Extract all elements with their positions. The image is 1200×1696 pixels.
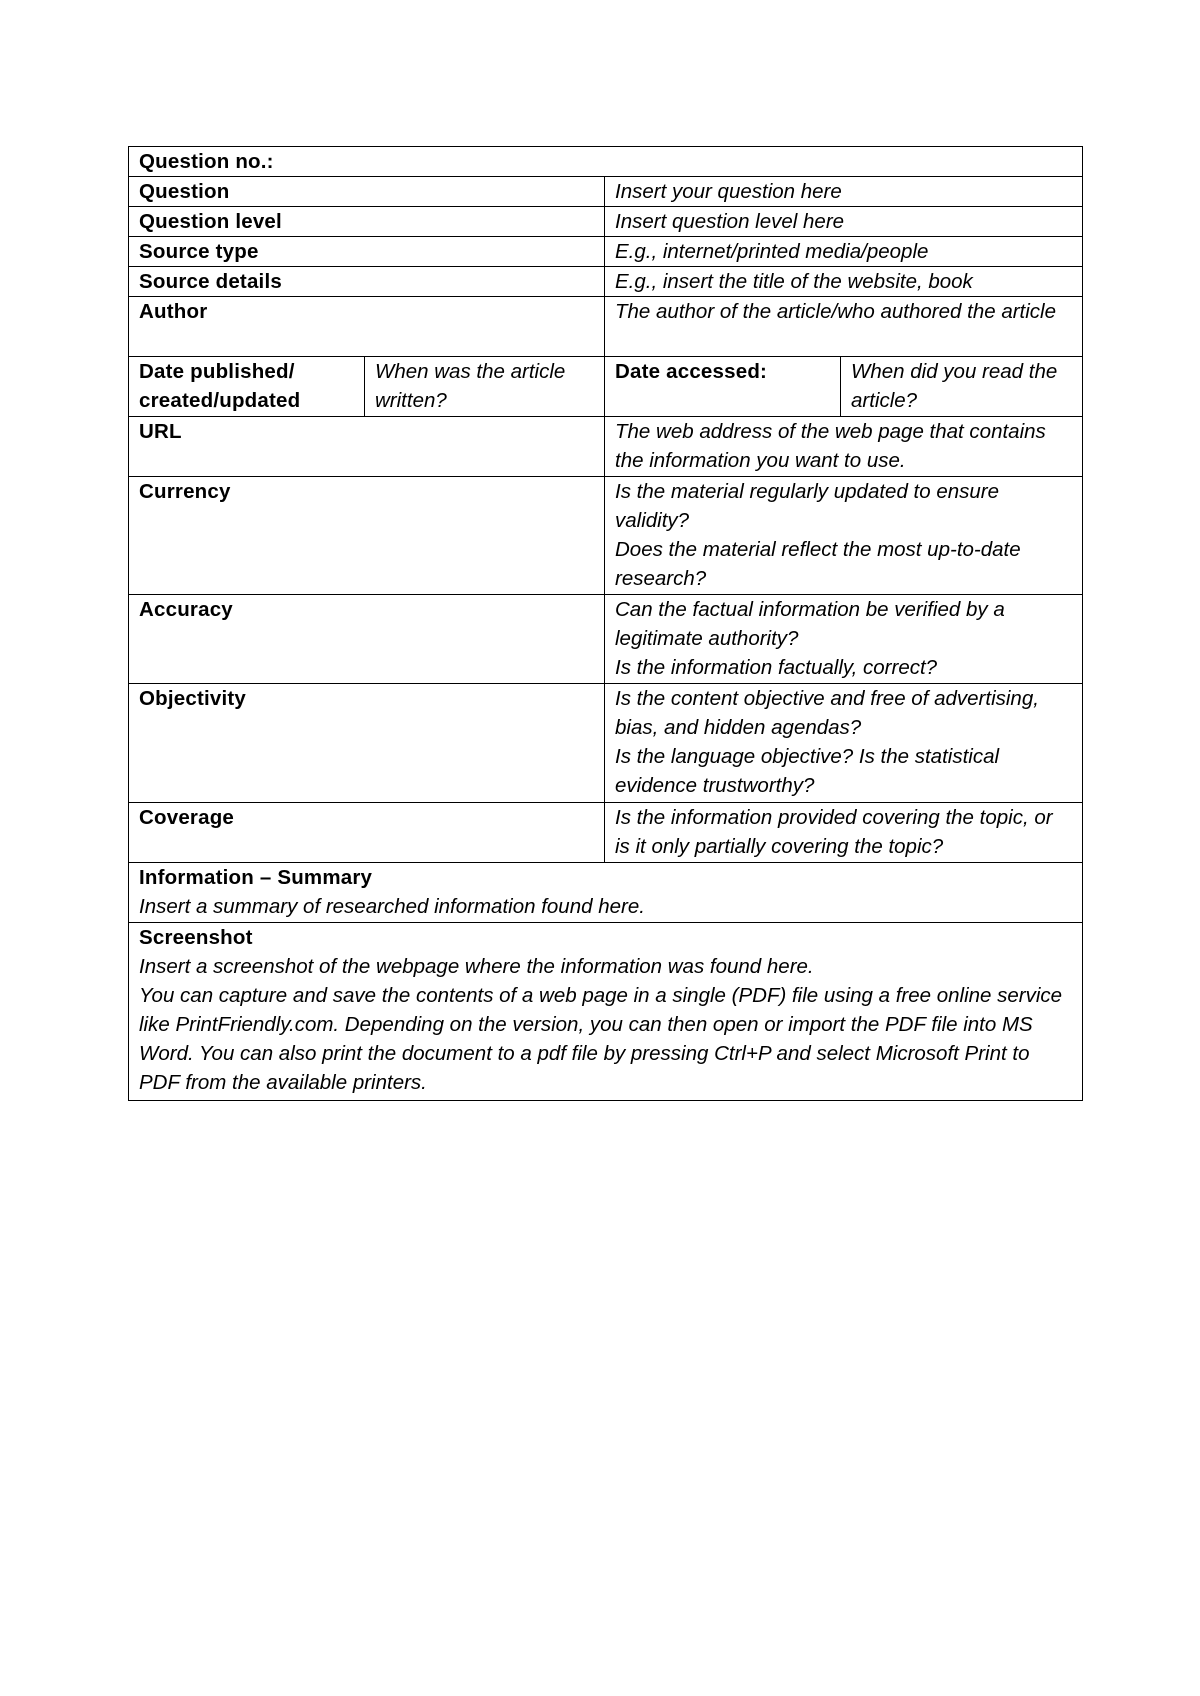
question-no-label: Question no.: xyxy=(129,147,1083,177)
date-accessed-label: Date accessed: xyxy=(605,357,841,417)
currency-label: Currency xyxy=(129,477,605,595)
author-hint: The author of the article/who authored the article xyxy=(615,300,1057,323)
question-level-field[interactable] xyxy=(605,207,1083,237)
screenshot-hint-2: You can capture and save the contents of a web page in a single (PDF) file using a free online service like PrintFriendly.com. Depending on the version, you can then open or import the PDF file into MS Word. You can also print the document to a pdf file by pressing Ctrl+P and select Microsoft Print to PDF from the available printers. xyxy=(139,984,1063,1094)
currency-hint-1: Is the material regularly updated to ensure validity? xyxy=(615,480,1000,532)
row-accuracy xyxy=(129,595,1083,684)
row-question-level xyxy=(129,207,1083,237)
row-coverage xyxy=(129,803,1083,863)
currency-field[interactable] xyxy=(605,477,1083,595)
row-author xyxy=(129,297,1083,357)
summary-label: Information – Summary xyxy=(139,866,373,889)
row-summary xyxy=(129,863,1083,923)
coverage-field[interactable] xyxy=(605,803,1083,863)
objectivity-hint-2: Is the language objective? Is the statistical evidence trustworthy? xyxy=(615,745,1000,797)
source-details-hint: E.g., insert the title of the website, book xyxy=(615,270,973,293)
row-url xyxy=(129,417,1083,477)
date-published-field[interactable] xyxy=(365,357,605,417)
question-field[interactable] xyxy=(605,177,1083,207)
row-source-type xyxy=(129,237,1083,267)
row-source-details xyxy=(129,267,1083,297)
date-accessed-hint: When did you read the article? xyxy=(851,360,1058,412)
accuracy-label: Accuracy xyxy=(129,595,605,684)
source-type-field[interactable] xyxy=(605,237,1083,267)
question-hint: Insert your question here xyxy=(615,180,842,203)
url-label: URL xyxy=(129,417,605,477)
row-objectivity xyxy=(129,684,1083,803)
summary-field[interactable] xyxy=(129,863,1083,923)
screenshot-label: Screenshot xyxy=(139,926,253,949)
source-details-label: Source details xyxy=(129,267,605,297)
date-accessed-field[interactable] xyxy=(841,357,1083,417)
coverage-label: Coverage xyxy=(129,803,605,863)
source-details-field[interactable] xyxy=(605,267,1083,297)
screenshot-field[interactable] xyxy=(129,923,1083,1101)
question-label: Question xyxy=(129,177,605,207)
screenshot-hint-1: Insert a screenshot of the webpage where the information was found here. xyxy=(139,955,814,978)
accuracy-hint-2: Is the information factually, correct? xyxy=(615,656,938,679)
author-field[interactable] xyxy=(605,297,1083,357)
accuracy-hint-1: Can the factual information be verified by a legitimate authority? xyxy=(615,598,1005,650)
date-published-label: Date published/ created/updated xyxy=(129,357,365,417)
question-level-label: Question level xyxy=(129,207,605,237)
accuracy-field[interactable] xyxy=(605,595,1083,684)
row-currency xyxy=(129,477,1083,595)
row-question xyxy=(129,177,1083,207)
currency-hint-2: Does the material reflect the most up-to-date research? xyxy=(615,538,1021,590)
objectivity-field[interactable] xyxy=(605,684,1083,803)
source-evaluation-table xyxy=(128,146,1083,1101)
source-type-hint: E.g., internet/printed media/people xyxy=(615,240,929,263)
row-screenshot xyxy=(129,923,1083,1101)
summary-hint: Insert a summary of researched information found here. xyxy=(139,895,645,918)
row-question-no xyxy=(129,147,1083,177)
row-dates xyxy=(129,357,1083,417)
question-level-hint: Insert question level here xyxy=(615,210,845,233)
url-hint: The web address of the web page that contains the information you want to use. xyxy=(615,420,1046,472)
author-label: Author xyxy=(129,297,605,357)
source-type-label: Source type xyxy=(129,237,605,267)
date-published-hint: When was the article written? xyxy=(375,360,566,412)
objectivity-hint-1: Is the content objective and free of advertising, bias, and hidden agendas? xyxy=(615,687,1039,739)
url-field[interactable] xyxy=(605,417,1083,477)
coverage-hint: Is the information provided covering the topic, or is it only partially covering the topic? xyxy=(615,806,1053,858)
objectivity-label: Objectivity xyxy=(129,684,605,803)
